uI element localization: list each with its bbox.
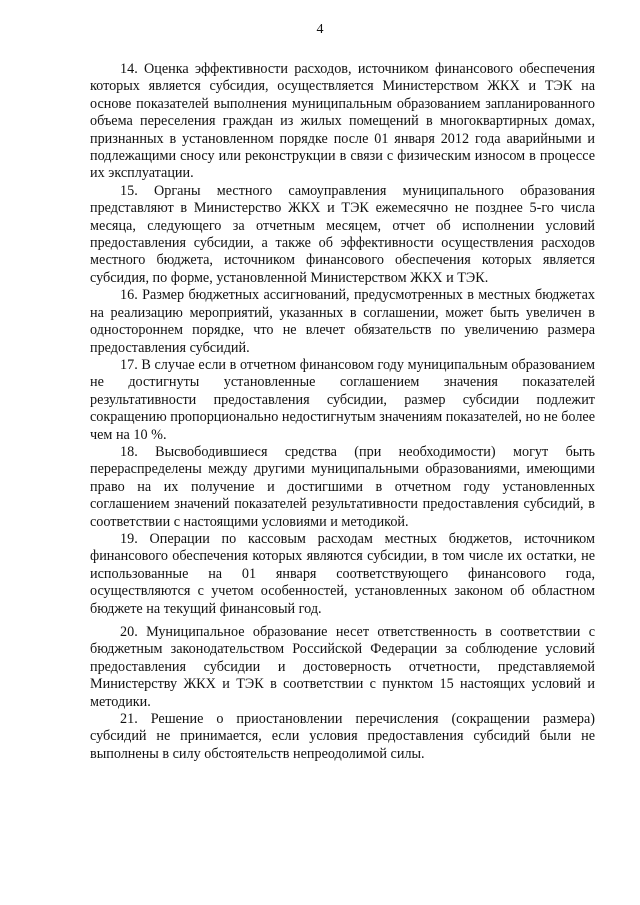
paragraph-19: 19. Операции по кассовым расходам местных бюджетов, источником финансового обеспечения которых являются субсидии, в том числе их остатки, не использованные на 01 января соответствующего финансового года, осуществляются с учетом особенностей, установленных законом об областном бюджете на текущий финансовый год. [90, 530, 595, 617]
paragraph-14: 14. Оценка эффективности расходов, источником финансового обеспечения которых является субсидия, осуществляется Министерством ЖКХ и ТЭК на основе показателей выполнения муниципальным образованием запланированного объема переселения граждан из жилых помещений в многоквартирных домах, признанных в установленном порядке после 01 января 2012 года аварийными и подлежащими сносу или реконструкции в связи с физическим износом в процессе их эксплуатации. [90, 61, 595, 182]
page-number: 4 [316, 22, 324, 37]
paragraph-16: 16. Размер бюджетных ассигнований, предусмотренных в местных бюджетах на реализацию мероприятий, указанных в соглашении, может быть увеличен в одностороннем порядке, что не влечет обязательств по увеличению размера предоставления субсидий. [90, 287, 595, 356]
document-body [90, 61, 595, 763]
paragraph-17: 17. В случае если в отчетном финансовом году муниципальным образованием не достигнуты установленные соглашением значения показателей результативности предоставления субсидии, размер субсидии подлежит сокращению пропорционально недостигнутым значениям показателей, но не более чем на 10 %. [90, 356, 595, 443]
paragraph-20: 20. Муниципальное образование несет ответственность в соответствии с бюджетным законодательством Российской Федерации за соблюдение условий предоставления субсидии и достоверность отчетности, представляемой Министерству ЖКХ и ТЭК в соответствии с пунктом 15 настоящих условий и методики. [90, 624, 595, 710]
paragraph-21: 21. Решение о приостановлении перечисления (сокращении размера) субсидий не принимается, если условия предоставления субсидий были не выполнены в силу обстоятельств непреодолимой силы. [90, 711, 595, 762]
paragraph-18: 18. Высвободившиеся средства (при необходимости) могут быть перераспределены между другими муниципальными образованиями, имеющими право на их получение и достигшими в отчетном году установленных соглашением значений показателей результативности предоставления субсидий, в соответствии с настоящими условиями и методикой. [90, 443, 595, 530]
paragraph-15: 15. Органы местного самоуправления муниципального образования представляют в Министерство ЖКХ и ТЭК ежемесячно не позднее 5-го числа месяца, следующего за отчетным месяцем, отчет об исполнении условий предоставления субсидии, а также об эффективности осуществления расходов местного бюджета, источником финансового обеспечения которых является субсидия, по форме, установленной Министерством ЖКХ и ТЭК. [90, 182, 595, 286]
